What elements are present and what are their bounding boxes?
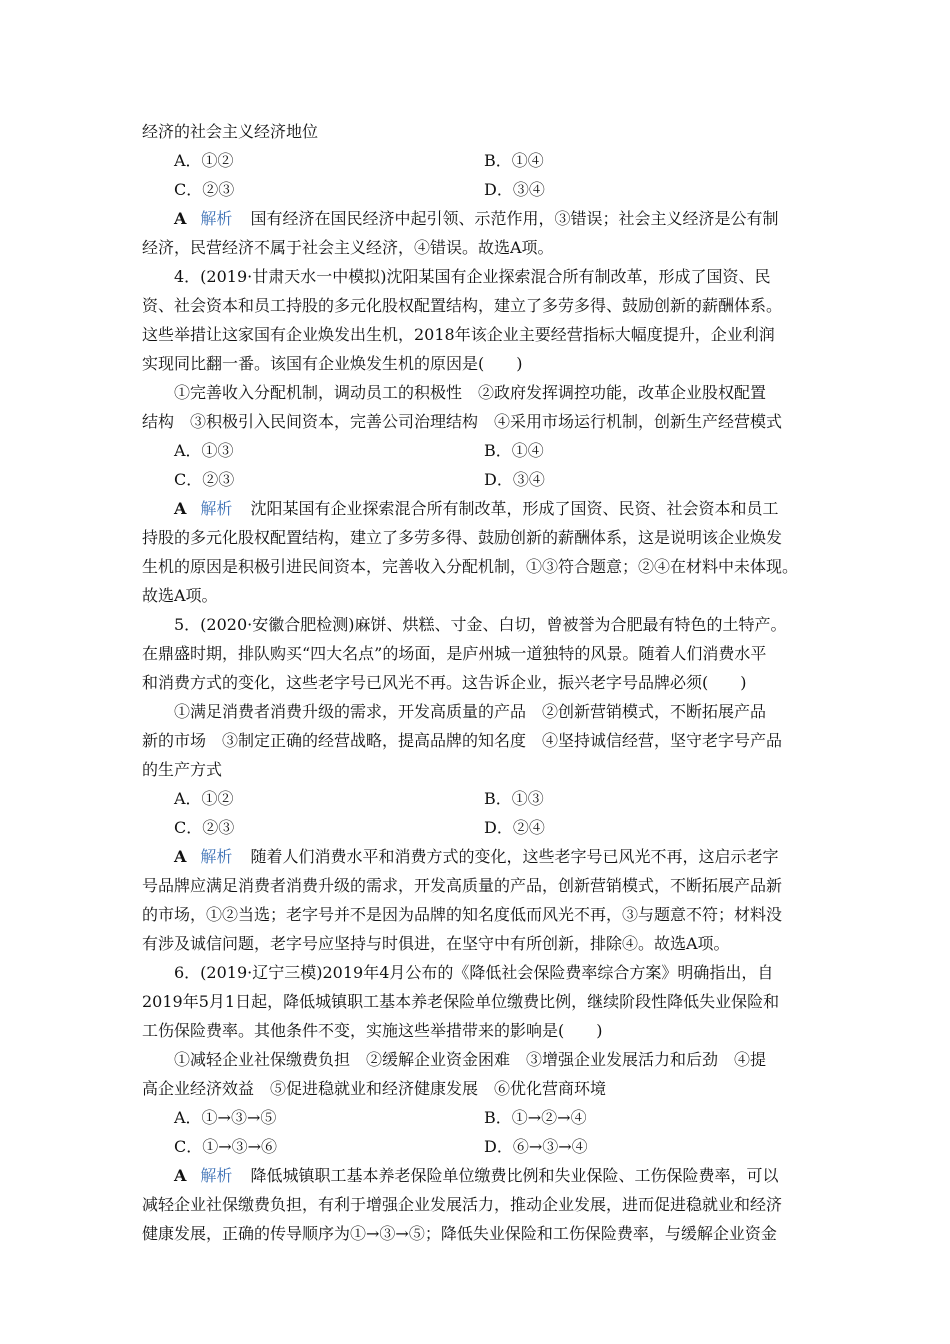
option-b: B．①④	[484, 441, 544, 460]
answer-letter: A	[174, 1166, 187, 1185]
analysis-text: 沈阳某国有企业探索混合所有制改革，形成了国资、民资、社会资本和员工	[250, 499, 779, 518]
text-line: 减轻企业社保缴费负担，有利于增强企业发展活力，推动企业发展，进而促进稳就业和经济	[142, 1195, 783, 1214]
text-line: 故选A项。	[142, 586, 218, 605]
options-row	[142, 1103, 814, 1132]
option-b: B．①③	[484, 789, 544, 808]
options-row	[142, 813, 814, 842]
text-line: 和消费方式的变化，这些老字号已风光不再。这告诉企业，振兴老字号品牌必须( )	[142, 673, 747, 692]
option-d: D．②④	[484, 818, 545, 837]
text-line: 结构 ③积极引入民间资本，完善公司治理结构 ④采用市场运行机制，创新生产经营模式	[142, 412, 783, 431]
option-a: A．①②	[174, 789, 234, 808]
analysis-text: 降低城镇职工基本养老保险单位缴费比例和失业保险、工伤保险费率，可以	[250, 1166, 779, 1185]
text-line: 工伤保险费率。其他条件不变，实施这些举措带来的影响是( )	[142, 1021, 603, 1040]
option-d: D．⑥→③→④	[484, 1137, 588, 1156]
text-line: 的市场，①②当选；老字号并不是因为品牌的知名度低而风光不再，③与题意不符；材料没	[142, 905, 783, 924]
analysis-tag: 解析	[200, 1166, 233, 1185]
options-row	[142, 784, 814, 813]
text-line: 健康发展，正确的传导顺序为①→③→⑤；降低失业保险和工伤保险费率，与缓解企业资金	[142, 1224, 777, 1243]
question-5-stem: 5．(2020·安徽合肥检测)麻饼、烘糕、寸金、白切，曾被誉为合肥最有特色的土特产。	[174, 615, 787, 634]
text-line: 经济，民营经济不属于社会主义经济，④错误。故选A项。	[142, 238, 554, 257]
options-row	[142, 465, 814, 494]
option-c: C．②③	[174, 180, 235, 199]
text-line: 资、社会资本和员工持股的多元化股权配置结构，建立了多劳多得、鼓励创新的薪酬体系。	[142, 296, 783, 315]
answer-letter: A	[174, 499, 187, 518]
answer-line	[142, 204, 814, 233]
analysis-text: 随着人们消费水平和消费方式的变化，这些老字号已风光不再，这启示老字	[250, 847, 779, 866]
answer-line	[142, 1161, 814, 1190]
option-d: D．③④	[484, 180, 545, 199]
answer-letter: A	[174, 209, 187, 228]
question-5-items: ①满足消费者消费升级的需求，开发高质量的产品 ②创新营销模式，不断拓展产品	[174, 702, 767, 721]
text-line: 号品牌应满足消费者消费升级的需求，开发高质量的产品，创新营销模式，不断拓展产品新	[142, 876, 783, 895]
answer-line	[142, 842, 814, 871]
option-d: D．③④	[484, 470, 545, 489]
text-line: 生机的原因是积极引进民间资本，完善收入分配机制，①③符合题意；②④在材料中未体现。	[142, 557, 799, 576]
text-line: 这些举措让这家国有企业焕发出生机，2018年该企业主要经营指标大幅度提升，企业利润	[142, 325, 775, 344]
question-6-stem: 6．(2019·辽宁三模)2019年4月公布的《降低社会保险费率综合方案》明确指出，自	[174, 963, 774, 982]
option-c: C．②③	[174, 470, 235, 489]
document-page	[142, 117, 814, 1248]
option-c: C．①→③→⑥	[174, 1137, 278, 1156]
question-4-items: ①完善收入分配机制，调动员工的积极性 ②政府发挥调控功能，改革企业股权配置	[174, 383, 767, 402]
answer-line	[142, 494, 814, 523]
options-row	[142, 175, 814, 204]
analysis-tag: 解析	[200, 209, 233, 228]
analysis-text: 国有经济在国民经济中起引领、示范作用，③错误；社会主义经济是公有制	[250, 209, 779, 228]
options-row	[142, 436, 814, 465]
text-line: 有涉及诚信问题，老字号应坚持与时俱进，在坚守中有所创新，排除④。故选A项。	[142, 934, 730, 953]
analysis-tag: 解析	[200, 847, 233, 866]
answer-letter: A	[174, 847, 187, 866]
option-a: A．①③	[174, 441, 234, 460]
text-line: 的生产方式	[142, 760, 223, 779]
options-row	[142, 146, 814, 175]
text-line: 新的市场 ③制定正确的经营战略，提高品牌的知名度 ④坚持诚信经营，坚守老字号产品	[142, 731, 783, 750]
text-line: 经济的社会主义经济地位	[142, 122, 319, 141]
option-b: B．①④	[484, 151, 544, 170]
option-c: C．②③	[174, 818, 235, 837]
text-line: 2019年5月1日起，降低城镇职工基本养老保险单位缴费比例，继续阶段性降低失业保险和	[142, 992, 780, 1011]
options-row	[142, 1132, 814, 1161]
text-line: 在鼎盛时期，排队购买“四大名点”的场面，是庐州城一道独特的风景。随着人们消费水平	[142, 644, 767, 663]
option-a: A．①→③→⑤	[174, 1108, 277, 1127]
option-a: A．①②	[174, 151, 234, 170]
analysis-tag: 解析	[200, 499, 233, 518]
text-line: 持股的多元化股权配置结构，建立了多劳多得、鼓励创新的薪酬体系，这是说明该企业焕发	[142, 528, 783, 547]
text-line: 实现同比翻一番。该国有企业焕发生机的原因是( )	[142, 354, 523, 373]
question-6-items: ①减轻企业社保缴费负担 ②缓解企业资金困难 ③增强企业发展活力和后劲 ④提	[174, 1050, 767, 1069]
option-b: B．①→②→④	[484, 1108, 587, 1127]
question-4-stem: 4．(2019·甘肃天水一中模拟)沈阳某国有企业探索混合所有制改革，形成了国资、民	[174, 267, 771, 286]
text-line: 高企业经济效益 ⑤促进稳就业和经济健康发展 ⑥优化营商环境	[142, 1079, 607, 1098]
